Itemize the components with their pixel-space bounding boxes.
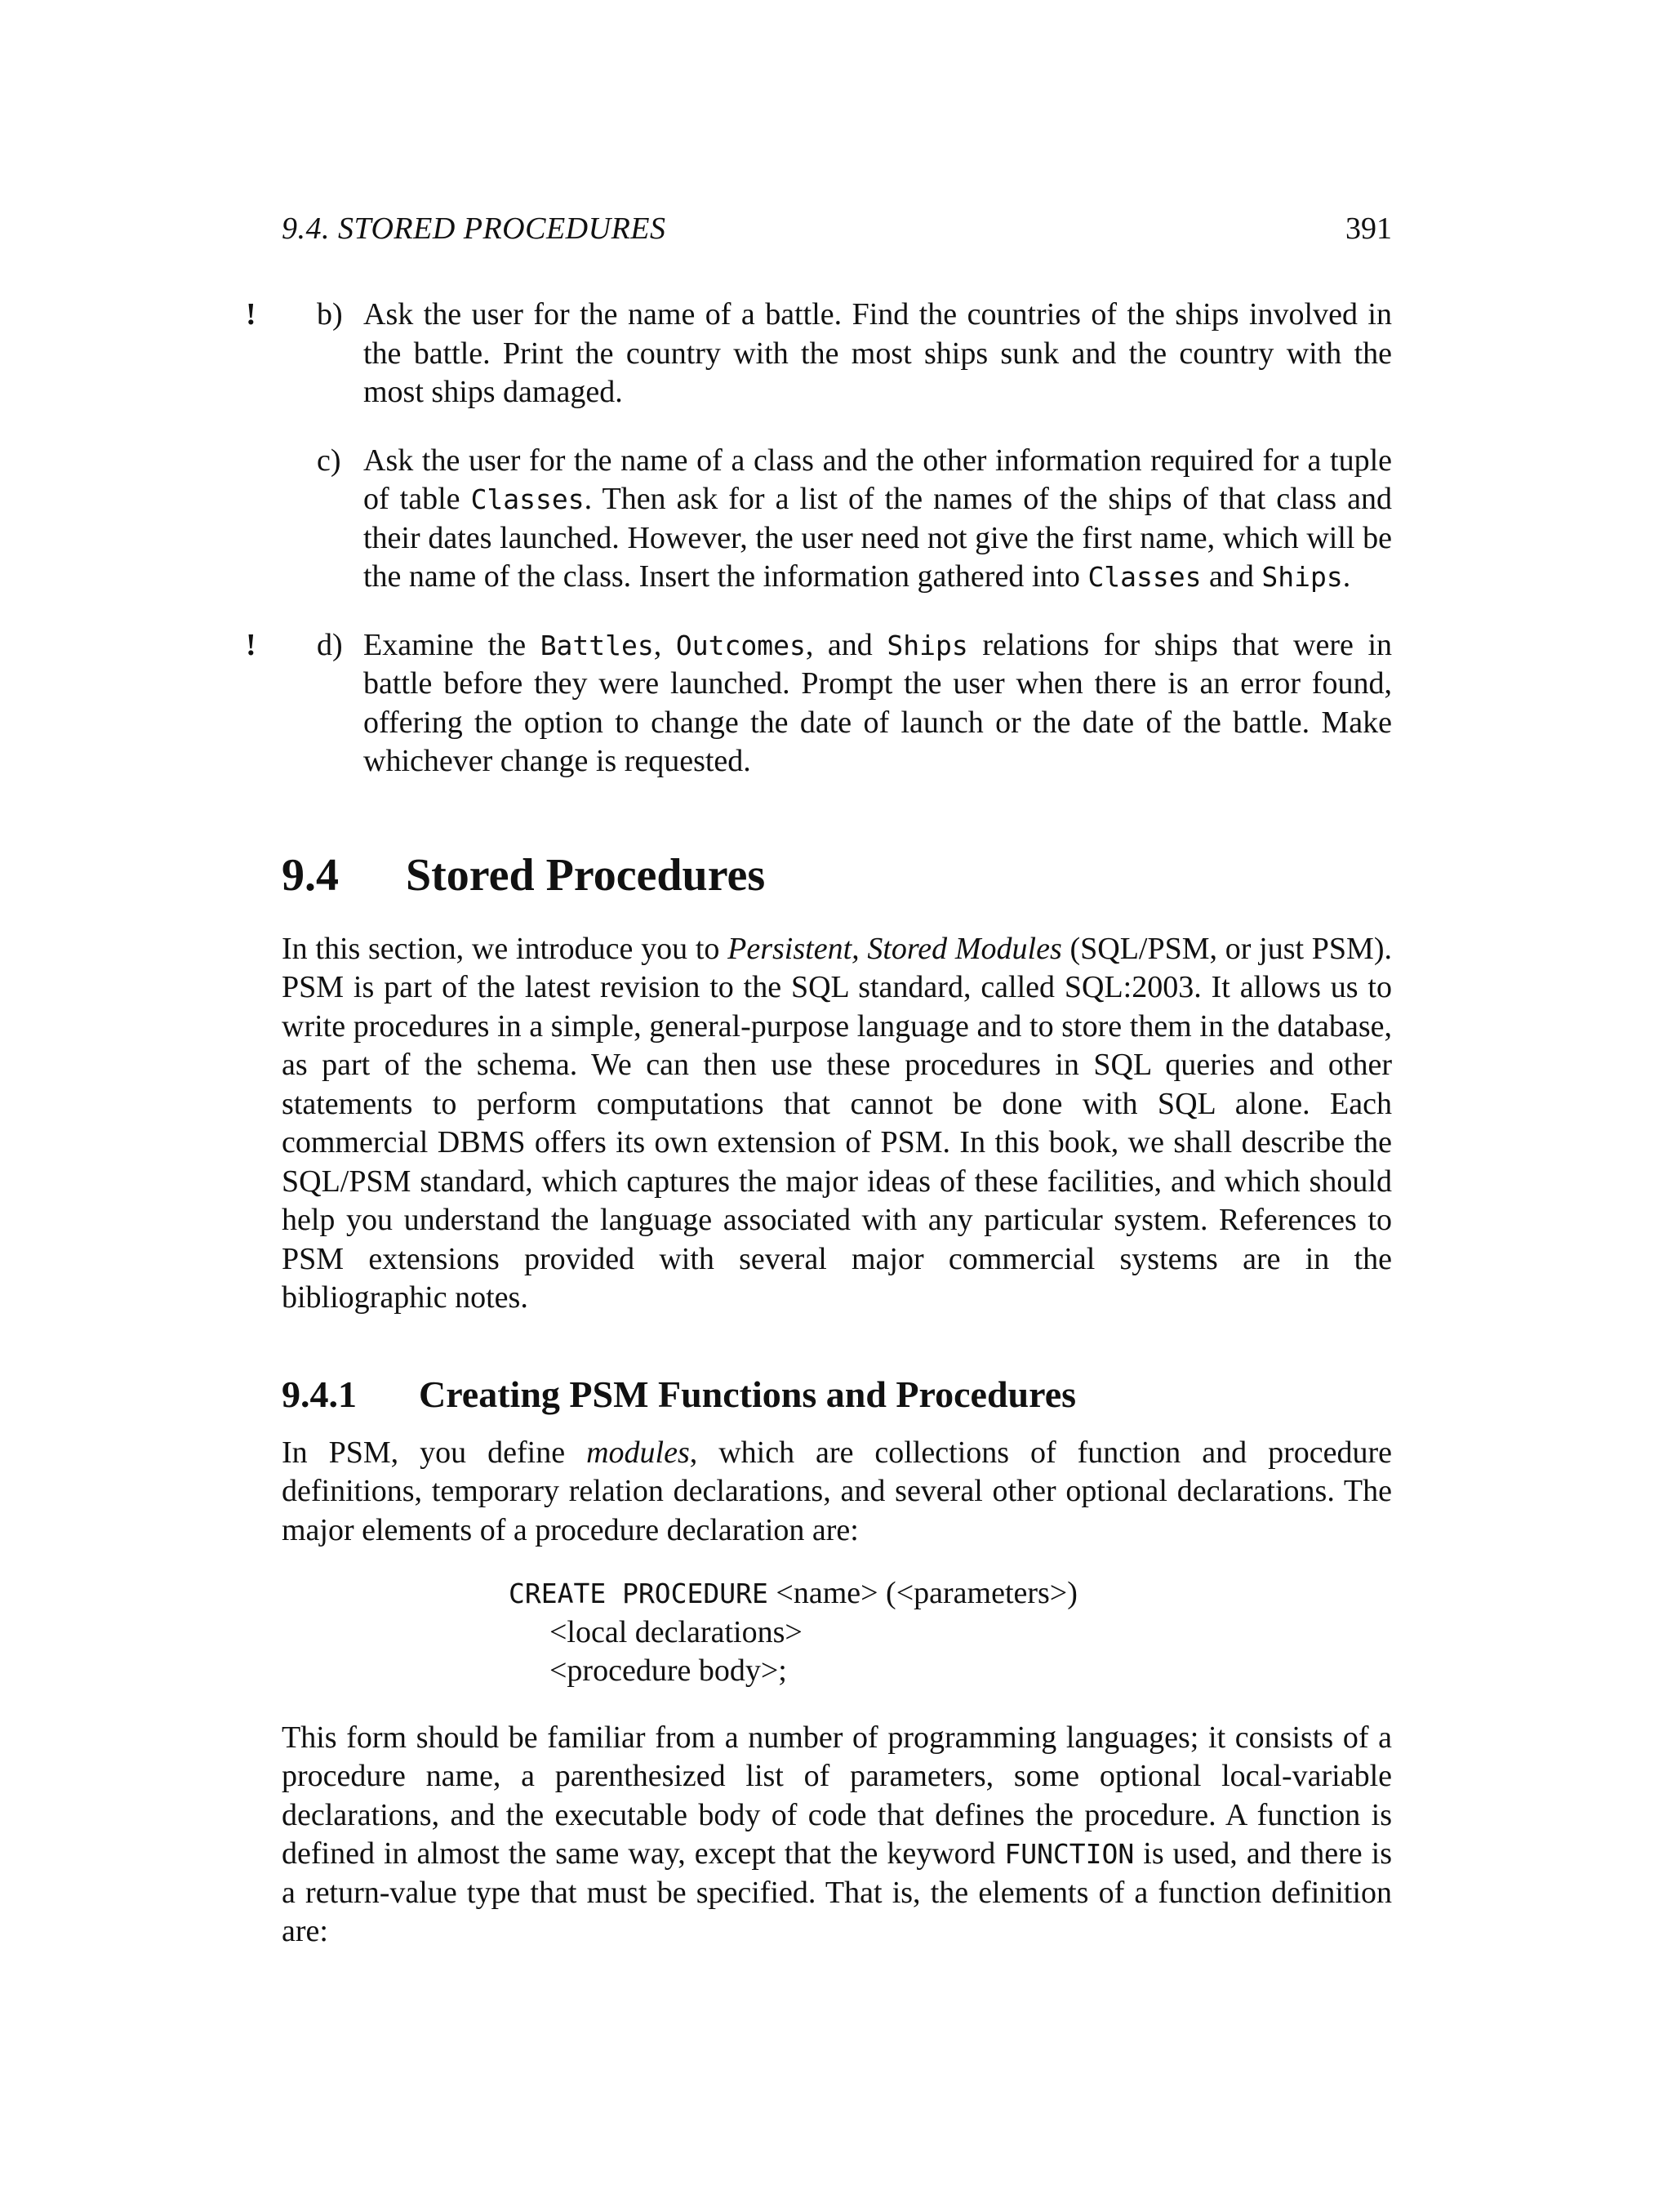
- exercise-label: c): [317, 443, 341, 478]
- exercise-text: Examine the: [363, 627, 540, 662]
- difficulty-mark: !: [246, 297, 256, 332]
- book-page: [246, 204, 1393, 1952]
- paragraph-text: (SQL/PSM, or just PSM). PSM is part of the latest revision to the SQL standard, called SQL:2003. It allows us to write procedures in a simple, general-purpose language and to store them in the database, as part of the schema. We can then use these procedures in SQL queries and other statements to perform computations that cannot be done with SQL alone. Each commercial DBMS offers its own extension of PSM. In this book, we shall describe the SQL/PSM standard, which captures the major ideas of these facilities, and which should help you understand the language associated with any particular system. References to PSM extensions provided with several major commercial systems are in the bibliographic notes.: [282, 931, 1392, 1315]
- subsection-number: 9.4.1: [282, 1373, 357, 1415]
- exercise-item-d: [246, 626, 1393, 781]
- code-term: Classes: [470, 483, 585, 515]
- running-head: [282, 204, 1392, 253]
- exercise-text: ,: [653, 627, 676, 662]
- code-term: Outcomes: [675, 629, 806, 661]
- code-term: Ships: [1261, 561, 1343, 593]
- paragraph-text: This form should be familiar from a number of programming languages; it consists of a procedure name, a parenthesized list of parameters, some optional local-variable declarations, and the executable body of code that defines the procedure. A function is defined in almost the same way, except that the keyword: [282, 1720, 1392, 1871]
- exercise-label: d): [317, 627, 343, 662]
- exercise-text: .: [1342, 559, 1351, 594]
- difficulty-mark: !: [246, 627, 256, 662]
- code-keyword: CREATE PROCEDURE: [509, 1578, 768, 1609]
- subsection-heading: [282, 1372, 1392, 1418]
- exercise-text: , and: [805, 627, 887, 662]
- paragraph-text: In this section, we introduce you to: [282, 931, 728, 966]
- code-text: <name> (<parameters>): [767, 1576, 1078, 1610]
- paragraph-text: In PSM, you define: [282, 1435, 587, 1470]
- procedure-syntax-block: [509, 1574, 1392, 1691]
- code-term: Ships: [887, 629, 968, 661]
- emphasis-term: Persistent, Stored Modules: [727, 931, 1062, 966]
- paragraph-text: , which are collections of function and procedure definitions, temporary relation declarations, and several other optional declarations. The major elements of a procedure declaration are:: [282, 1435, 1393, 1547]
- exercise-list: [246, 296, 1393, 781]
- function-paragraph: [282, 1719, 1392, 1952]
- section-title: Stored Procedures: [406, 849, 766, 901]
- section-intro-paragraph: [282, 930, 1392, 1318]
- subsection-title: Creating PSM Functions and Procedures: [419, 1373, 1077, 1415]
- section-number: 9.4: [282, 849, 339, 901]
- page-number: 391: [1345, 211, 1392, 246]
- section-heading: [282, 848, 1392, 902]
- code-term: Battles: [540, 629, 654, 661]
- exercise-label: b): [317, 297, 343, 332]
- running-head-title: 9.4. STORED PROCEDURES: [282, 211, 666, 246]
- exercise-text: . Then ask for a list of the names of the ships of that class and their dates launched. However, the user need not give the first name, which will be the name of the class. Insert the information gathered into: [363, 482, 1392, 594]
- code-line: <local declarations>: [549, 1614, 803, 1649]
- modules-paragraph: [282, 1434, 1392, 1551]
- emphasis-term: modules: [586, 1435, 690, 1470]
- exercise-text: Ask the user for the name of a class and the other information required for a tuple of table: [363, 443, 1392, 516]
- exercise-text: relations for ships that were in battle before they were launched. Prompt the user when there is an error found, offering the option to change the date of launch or the date of the battle. Make whichever change is requested.: [363, 627, 1393, 778]
- exercise-item-c: [282, 442, 1392, 597]
- exercise-item-b: [246, 296, 1392, 412]
- code-keyword: FUNCTION: [1004, 1838, 1135, 1870]
- code-line: [509, 1574, 1392, 1613]
- paragraph-text: is used, and there is a return-value type that must be specified. That is, the elements of a function definition are:: [282, 1836, 1393, 1948]
- exercise-text: Ask the user for the name of a battle. Find the countries of the ships involved in the battle. Print the country with the most ships sunk and the country with the most ships damaged.: [363, 297, 1392, 409]
- code-line: <procedure body>;: [549, 1653, 787, 1688]
- code-term: Classes: [1087, 561, 1202, 593]
- exercise-text: and: [1201, 559, 1262, 594]
